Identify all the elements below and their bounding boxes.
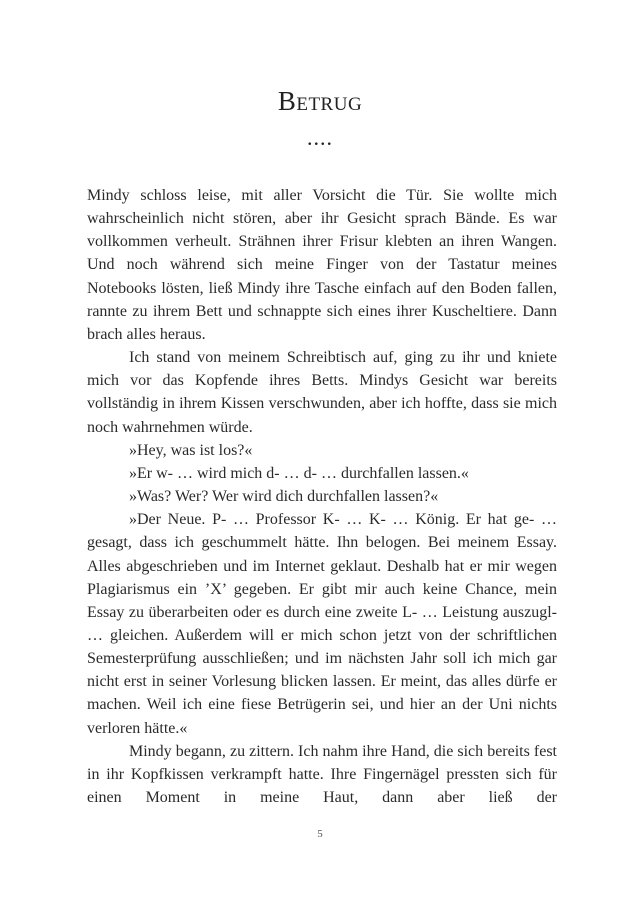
chapter-ornament: ....: [307, 125, 333, 150]
paragraph-4: Mindy begann, zu zittern. Ich nahm ihre Hand, die sich bereits fest in ihr Kopfkissen verkrampft hatte. Ihre Fingernägel pressten sich für einen Moment in meine Haut, dann aber ließ der: [87, 742, 557, 807]
paragraph-1: Mindy schloss leise, mit aller Vorsicht die Tür. Sie wollte mich wahrscheinlich nicht stören, aber ihr Gesicht sprach Bände. Es war vollkommen verheult. Strähnen ihrer Frisur klebten an ihren Wangen. Und noch während sich meine Finger von der Tastatur meines Notebooks lösten, ließ Mindy ihre Tasche einfach auf den Boden fallen, rannte zu ihrem Bett und schnappte sich eines ihrer Kuscheltiere. Dann brach alles heraus.: [87, 187, 557, 343]
chapter-title: Betrug: [277, 86, 363, 116]
dialogue-line-3: »Was? Wer? Wer wird dich durchfallen lassen?«: [129, 488, 439, 506]
paragraph-3: »Der Neue. P- … Professor K- … K- … König. Er hat ge- … gesagt, dass ich geschummelt hätte. Ihn belogen. Bei meinem Essay. Alles abgeschrieben und im Internet geklaut. Deshalb hat er mir wegen Plagiarismus ein ’X’ gegeben. Er gibt mir auch keine Chance, mein Essay zu überarbeiten oder es durch eine zweite L- … Leistung auszugl- … gleichen. Außerdem will er mich schon jetzt von der schriftlichen Semesterprüfung ausschließen; und im nächsten Jahr soll ich mich gar nicht erst in seiner Vorlesung blicken lassen. Er meint, das alles dürfe er machen. Weil ich eine fiese Betrügerin sei, und hier an der Uni nichts verloren hätte.«: [87, 511, 557, 737]
paragraph-2: Ich stand von meinem Schreibtisch auf, ging zu ihr und kniete mich vor das Kopfende ihres Betts. Mindys Gesicht war bereits vollständig in ihrem Kissen verschwunden, aber ich hoffte, dass sie mich noch wahrnehmen würde.: [87, 349, 557, 436]
dialogue-line-2: »Er w- … wird mich d- … d- … durchfallen lassen.«: [129, 464, 469, 482]
dialogue-line-1: »Hey, was ist los?«: [129, 441, 253, 459]
body-text: [87, 184, 557, 809]
page-number: 5: [317, 828, 323, 840]
